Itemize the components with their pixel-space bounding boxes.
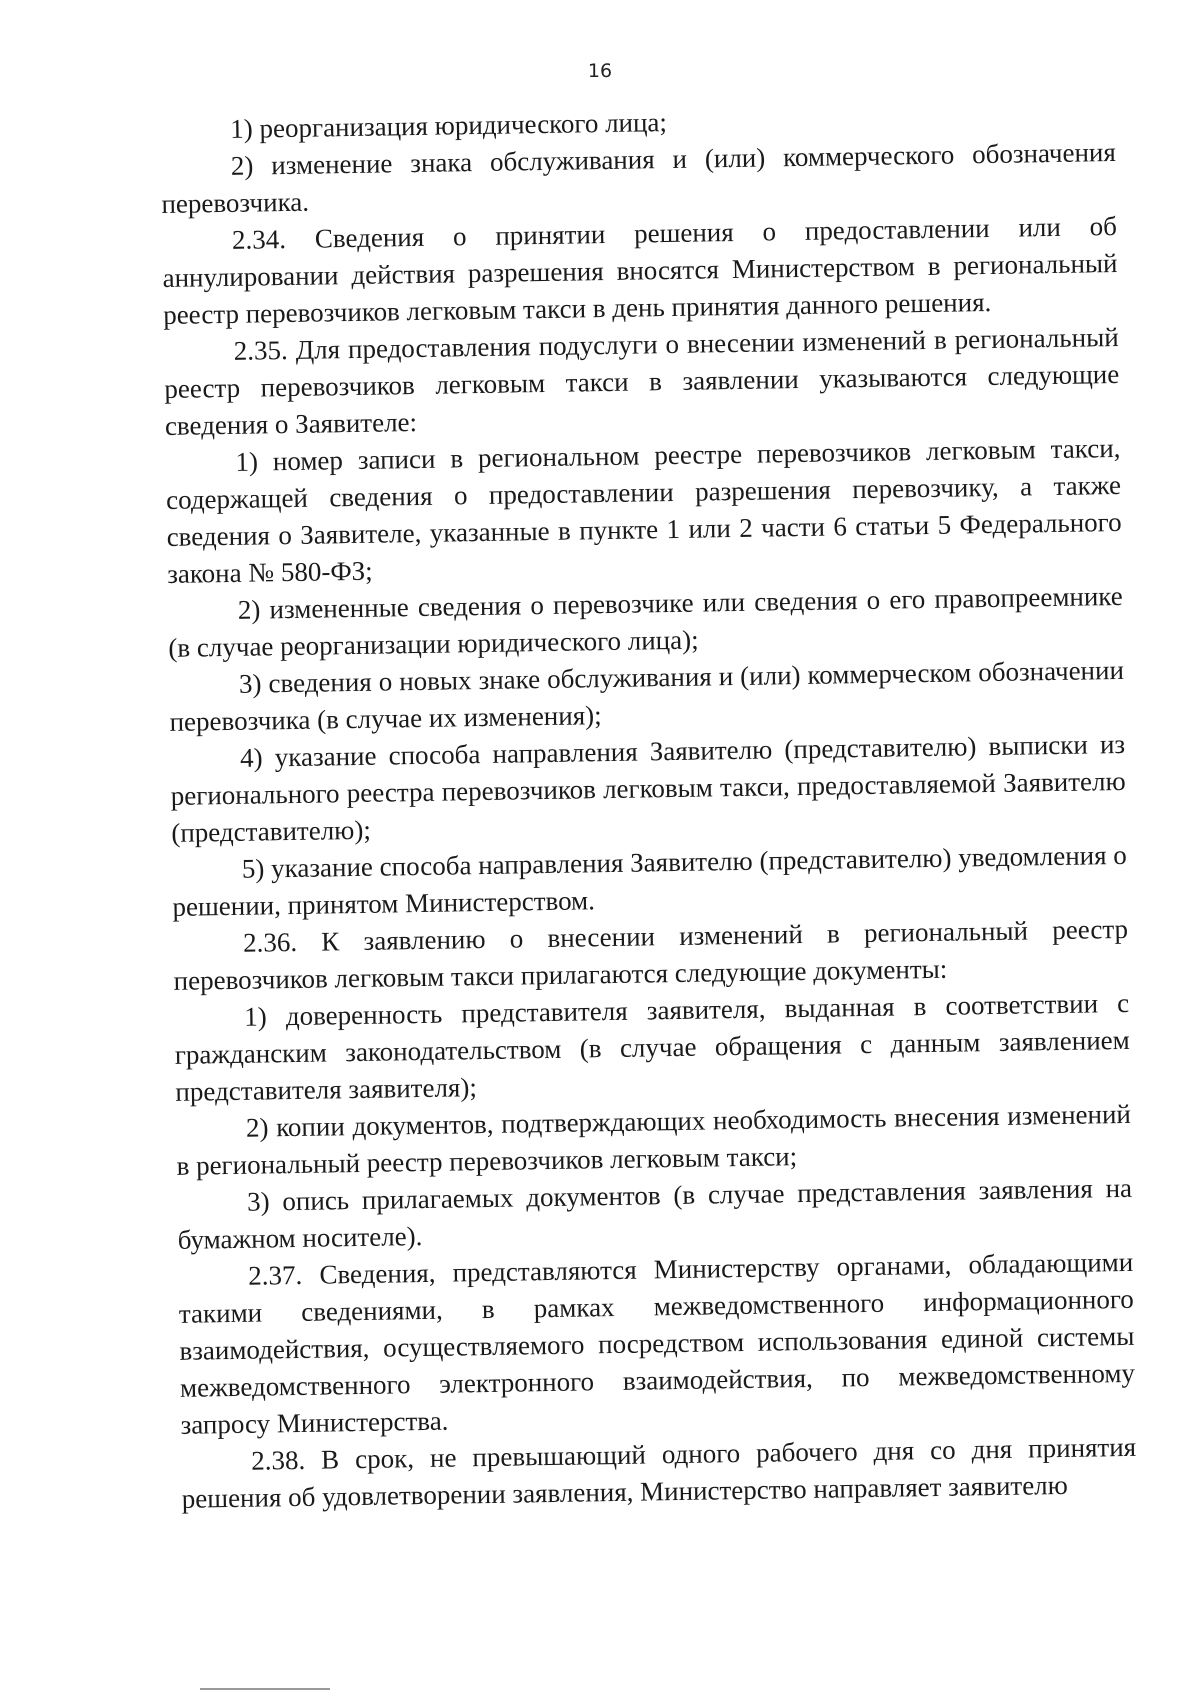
clause-2-36: 2.36. К заявлению о внесении изменений в региональный реестр перевозчиков легковым такси прилагаются следующие документы: (173, 913, 1129, 996)
page-number: 16 (587, 60, 613, 82)
list-item-reorganization: 1) реорганизация юридического лица; (230, 107, 668, 144)
clause-2-37: 2.37. Сведения, представляются Министерству органами, обладающими такими сведениями, в рамках межведомственного информационного взаимодействия, осуществляемого посредством использования единой системы межведомственного электронного взаимодействия, по межведомственному запросу Министерства. (178, 1246, 1136, 1440)
list-item-extract-method: 4) указание способа направления Заявителю (представителю) выписки из регионального реестра перевозчиков легковым такси, предоставляемой Заявителю (представителю); (170, 728, 1126, 848)
scan-artifact-line (200, 1688, 330, 1690)
clause-2-38: 2.38. В срок, не превышающий одного рабочего дня со дня принятия решения об удовлетворении заявления, Министерство направляет заявителю (181, 1431, 1137, 1514)
clause-2-35: 2.35. Для предоставления подуслуги о внесении изменений в региональный реестр перевозчиков легковым такси в заявлении указываются следующие сведения о Заявителе: (164, 321, 1120, 441)
list-item-power-of-attorney: 1) доверенность представителя заявителя, выданная в соответствии с гражданским законодательством (в случае обращения с данным заявлением представителя заявителя); (174, 987, 1130, 1107)
clause-2-34: 2.34. Сведения о принятии решения о предоставлении или об аннулировании действия разрешения вносятся Министерством в региональный реестр перевозчиков легковым такси в день принятия данного решения. (162, 210, 1118, 330)
list-item-notice-method: 5) указание способа направления Заявителю (представителю) уведомления о решении, принятом Министерством. (172, 839, 1128, 922)
list-item-trademark-change: 2) изменение знака обслуживания и (или) коммерческого обозначения перевозчика. (161, 136, 1116, 219)
list-item-inventory: 3) опись прилагаемых документов (в случае представления заявления на бумажном носителе). (177, 1172, 1133, 1255)
document-body (160, 97, 1137, 1518)
list-item-record-number: 1) номер записи в региональном реестре перевозчиков легковым такси, содержащей сведения о предоставлении разрешения перевозчику, а также сведения о Заявителе, указанные в пункте 1 или 2 части 6 статьи 5 Федерального закона № 580-ФЗ; (165, 432, 1122, 589)
list-item-document-copies: 2) копии документов, подтверждающих необходимость внесения изменений в региональный реестр перевозчиков легковым такси; (176, 1098, 1132, 1181)
list-item-new-trademark: 3) сведения о новых знаке обслуживания и (или) коммерческом обозначении перевозчика (в случае их изменения); (169, 654, 1125, 737)
list-item-changed-info: 2) измененные сведения о перевозчике или сведения о его правопреемнике (в случае реорганизации юридического лица); (168, 580, 1123, 663)
